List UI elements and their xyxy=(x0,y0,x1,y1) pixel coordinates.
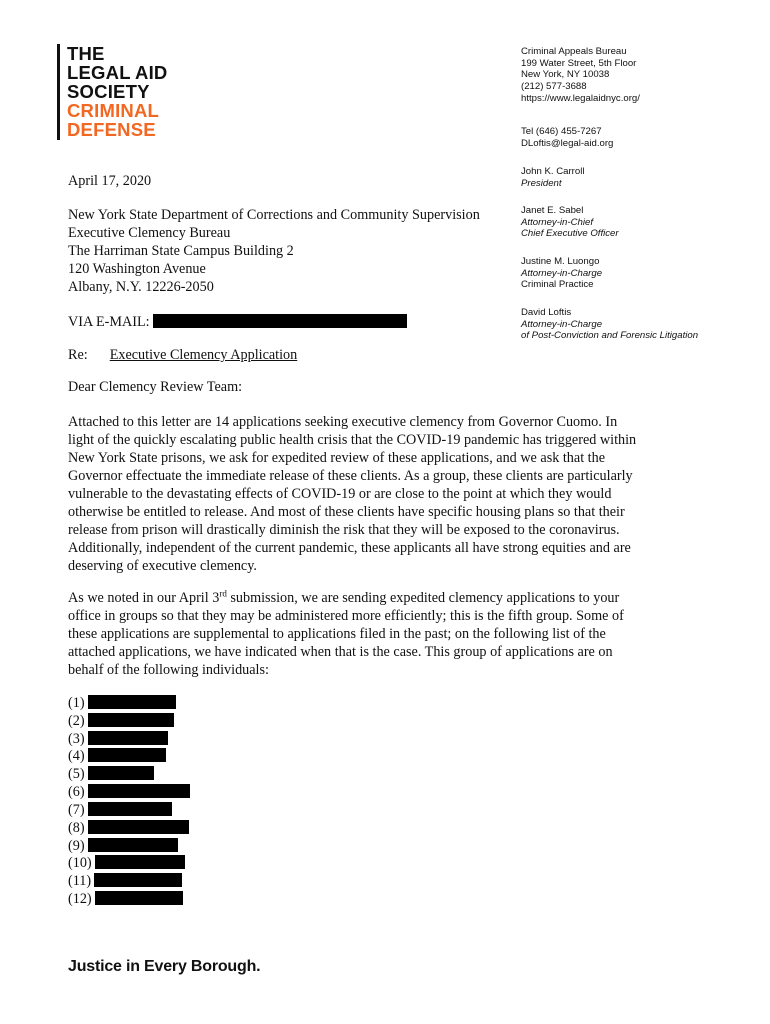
list-number: (11) xyxy=(68,873,92,889)
officer-block xyxy=(521,205,761,240)
list-number: (6) xyxy=(68,784,85,800)
contact-block xyxy=(521,46,761,105)
logo-line: DEFENSE xyxy=(67,119,156,140)
list-item xyxy=(68,854,185,872)
paragraph-line: behalf of the following individuals: xyxy=(68,662,269,678)
list-number: (4) xyxy=(68,748,85,764)
list-item xyxy=(68,890,183,908)
redacted-name xyxy=(88,731,168,745)
letter-date: April 17, 2020 xyxy=(68,173,152,189)
officer-dept: Criminal Practice xyxy=(521,279,594,291)
address-line: New York State Department of Corrections and Community Supervision xyxy=(68,207,480,223)
contact-phone: (212) 577-3688 xyxy=(521,81,587,93)
officer-name: Janet E. Sabel xyxy=(521,205,584,216)
officer-name: John K. Carroll xyxy=(521,166,585,177)
officer-title: Attorney-in-Charge xyxy=(521,267,603,279)
officer-block xyxy=(521,307,761,342)
redacted-name xyxy=(88,748,166,762)
officer-title: Chief Executive Officer xyxy=(521,228,619,240)
list-item xyxy=(68,730,168,748)
address-line: The Harriman State Campus Building 2 xyxy=(68,243,294,259)
body-paragraph-1 xyxy=(68,413,636,575)
contact-tel: Tel (646) 455-7267 xyxy=(521,126,602,137)
list-item xyxy=(68,801,172,819)
list-number: (1) xyxy=(68,695,85,711)
redacted-name xyxy=(88,784,190,798)
contact-street: 199 Water Street, 5th Floor xyxy=(521,57,637,69)
list-item xyxy=(68,819,189,837)
contact-direct xyxy=(521,126,761,149)
re-label: Re: xyxy=(68,347,88,363)
salutation: Dear Clemency Review Team: xyxy=(68,379,243,395)
list-number: (3) xyxy=(68,731,85,747)
footer-tagline: Justice in Every Borough. xyxy=(68,958,261,975)
officer-title: of Post-Conviction and Forensic Litigation xyxy=(521,330,699,342)
logo-line: LEGAL AID xyxy=(67,62,168,83)
officer-name: David Loftis xyxy=(521,307,572,318)
logo-line: CRIMINAL xyxy=(67,100,160,121)
redacted-name xyxy=(88,838,178,852)
contact-org: Criminal Appeals Bureau xyxy=(521,46,627,57)
address-line: 120 Washington Avenue xyxy=(68,261,206,277)
list-number: (7) xyxy=(68,802,85,818)
list-number: (5) xyxy=(68,766,85,782)
list-number: (12) xyxy=(68,891,92,907)
ordinal-suffix: rd xyxy=(219,588,227,599)
list-item xyxy=(68,747,166,765)
paragraph-text: submission, we are sending expedited clemency applications to your xyxy=(226,590,620,606)
paragraph-line: Governor effectuate the immediate release of these clients. As a group, these clients are particularly xyxy=(68,468,633,484)
paragraph-line: attached applications, we have indicated when that is the case. This group of applications are on xyxy=(68,644,613,660)
list-item xyxy=(68,765,154,783)
paragraph-line: office in groups so that they may be administered more efficiently; this is the fifth group. Some of xyxy=(68,608,624,624)
list-number: (10) xyxy=(68,855,92,871)
list-number: (2) xyxy=(68,713,85,729)
re-subject: Executive Clemency Application xyxy=(109,347,298,363)
redacted-name xyxy=(88,695,176,709)
paragraph-line: New York State prisons, we ask for expedited review of these applications, and we ask that the xyxy=(68,450,606,466)
address-line: Executive Clemency Bureau xyxy=(68,225,231,241)
re-line xyxy=(68,346,297,364)
officer-title: Attorney-in-Chief xyxy=(521,216,593,228)
redacted-name xyxy=(95,855,185,869)
body-paragraph-2 xyxy=(68,589,624,679)
contact-website[interactable]: https://www.legalaidnyc.org/ xyxy=(521,92,640,104)
officer-title: President xyxy=(521,177,562,189)
paragraph-line: Attached to this letter are 14 applications seeking executive clemency from Governor Cuomo. In xyxy=(68,414,618,430)
paragraph-line: deserving of executive clemency. xyxy=(68,558,257,574)
logo-line: THE xyxy=(67,43,105,64)
officer-block xyxy=(521,256,761,291)
logo-bar xyxy=(57,44,60,140)
redacted-name xyxy=(88,713,174,727)
paragraph-line: otherwise be entitled to release. And most of these clients have specific housing plans so that their xyxy=(68,504,625,520)
contact-city: New York, NY 10038 xyxy=(521,69,610,81)
contact-email[interactable]: DLoftis@legal-aid.org xyxy=(521,137,614,149)
redacted-name xyxy=(95,891,183,905)
redacted-name xyxy=(94,873,182,887)
list-number: (8) xyxy=(68,820,85,836)
list-item xyxy=(68,837,178,855)
via-email-label: VIA E-MAIL: xyxy=(68,314,150,330)
list-item xyxy=(68,694,176,712)
paragraph-text: As we noted in our April 3 xyxy=(68,590,220,606)
list-item xyxy=(68,712,174,730)
paragraph-line: light of the quickly escalating public health crisis that the COVID-19 pandemic has triggered within xyxy=(68,432,637,448)
list-item xyxy=(68,783,190,801)
address-line: Albany, N.Y. 12226-2050 xyxy=(68,279,214,295)
paragraph-line: release from prison will drastically diminish the risk that they will be exposed to the coronavirus. xyxy=(68,522,620,538)
officer-title: Attorney-in-Charge xyxy=(521,318,603,330)
paragraph-line xyxy=(68,589,624,607)
redacted-name xyxy=(88,766,154,780)
officer-name: Justine M. Luongo xyxy=(521,256,600,267)
logo-wordmark xyxy=(67,44,167,139)
recipient-address xyxy=(68,206,480,296)
redacted-name xyxy=(88,820,189,834)
officer-block xyxy=(521,166,761,189)
paragraph-line: vulnerable to the devastating effects of COVID-19 or are close to the point at which they would xyxy=(68,486,612,502)
list-item xyxy=(68,872,182,890)
paragraph-line: these applications are supplemental to applications filed in the past; on the following list of the xyxy=(68,626,606,642)
redacted-name xyxy=(88,802,172,816)
list-number: (9) xyxy=(68,838,85,854)
redacted-email xyxy=(153,314,407,328)
paragraph-line: Additionally, independent of the current pandemic, these applicants all have strong equities and are xyxy=(68,540,631,556)
via-email-line xyxy=(68,313,407,331)
logo-line: SOCIETY xyxy=(67,81,150,102)
